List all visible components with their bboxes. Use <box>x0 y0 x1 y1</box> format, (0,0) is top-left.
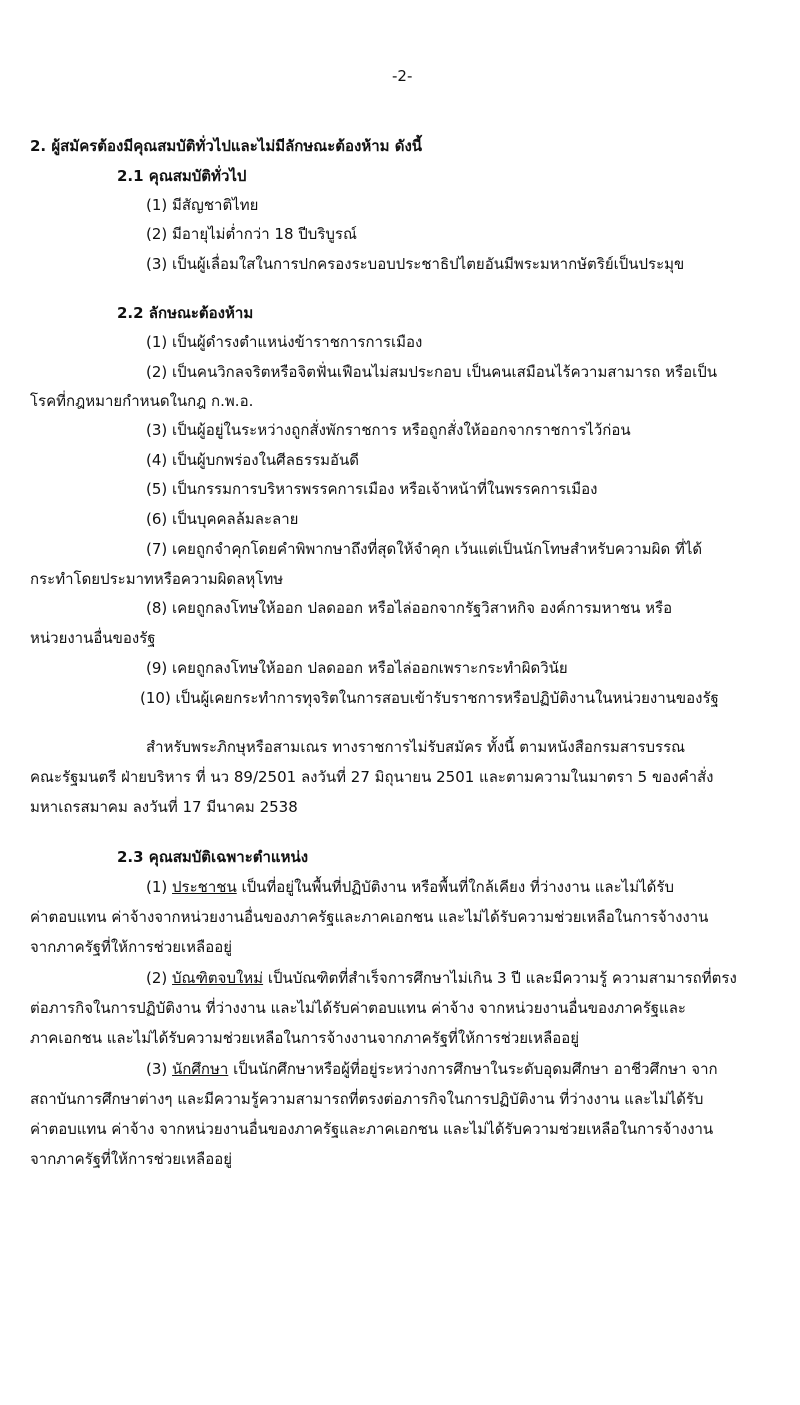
specific-item-line: ค่าตอบแทน ค่าจ้างจากหน่วยงานอื่นของภาครัฐและภาคเอกชน และไม่ได้รับความช่วยเหลือในการจ้างงาน <box>30 908 709 926</box>
item-text: เป็นนักศึกษาหรือผู้ที่อยู่ระหว่างการศึกษาในระดับอุดมศึกษา อาชีวศึกษา จาก <box>233 1060 718 1078</box>
prohibited-item: (6) เป็นบุคคลล้มละลาย <box>146 510 299 528</box>
prohibited-item: (7) เคยถูกจำคุกโดยคำพิพากษาถึงที่สุดให้จำคุก เว้นแต่เป็นนักโทษสำหรับความผิด ที่ได้ <box>146 540 703 558</box>
specific-item-line: ต่อภารกิจในการปฏิบัติงาน ที่ว่างงาน และไม่ได้รับค่าตอบแทน ค่าจ้าง จากหน่วยงานอื่นของภาครัฐและ <box>30 999 686 1017</box>
item-text: เป็นที่อยู่ในพื้นที่ปฏิบัติงาน หรือพื้นที่ใกล้เคียง ที่ว่างงาน และไม่ได้รับ <box>241 878 674 896</box>
general-item: (3) เป็นผู้เลื่อมใสในการปกครองระบอบประชาธิปไตยอันมีพระมหากษัตริย์เป็นประมุข <box>146 255 685 273</box>
specific-item-line: สถาบันการศึกษาต่างๆ และมีความรู้ความสามารถที่ตรงต่อภารกิจในการปฏิบัติงาน ที่ว่างงาน และไม่ได้รับ <box>30 1090 704 1108</box>
general-qualifications-title: 2.1 คุณสมบัติทั่วไป <box>117 167 247 185</box>
specific-item-first-line <box>146 1057 718 1081</box>
monk-note-line: คณะรัฐมนตรี ฝ่ายบริหาร ที่ นว 89/2501 ลงวันที่ 27 มิถุนายน 2501 และตามความในมาตรา 5 ของคำสั่ง <box>30 768 714 786</box>
page-number: -2- <box>392 67 413 85</box>
item-text: เป็นบัณฑิตที่สำเร็จการศึกษาไม่เกิน 3 ปี และมีความรู้ ความสามารถที่ตรง <box>267 969 737 987</box>
term-citizen: ประชาชน <box>172 878 237 896</box>
prohibited-item: (9) เคยถูกลงโทษให้ออก ปลดออก หรือไล่ออกเพราะกระทำผิดวินัย <box>146 659 568 677</box>
monk-note-line: สำหรับพระภิกษุหรือสามเณร ทางราชการไม่รับสมัคร ทั้งนี้ ตามหนังสือกรมสารบรรณ <box>146 738 686 756</box>
term-new-graduate: บัณฑิตจบใหม่ <box>172 969 264 987</box>
prohibited-item: (1) เป็นผู้ดำรงตำแหน่งข้าราชการการเมือง <box>146 333 423 351</box>
prohibited-item-continued: หน่วยงานอื่นของรัฐ <box>30 629 156 647</box>
prohibited-item-continued: กระทำโดยประมาทหรือความผิดลหุโทษ <box>30 570 284 588</box>
specific-item-first-line <box>146 875 674 899</box>
prohibited-item: (8) เคยถูกลงโทษให้ออก ปลดออก หรือไล่ออกจากรัฐวิสาหกิจ องค์การมหาชน หรือ <box>146 599 673 617</box>
prohibited-item: (10) เป็นผู้เคยกระทำการทุจริตในการสอบเข้ารับราชการหรือปฏิบัติงานในหน่วยงานของรัฐ <box>140 689 719 707</box>
general-item: (1) มีสัญชาติไทย <box>146 196 259 214</box>
specific-item-line: ค่าตอบแทน ค่าจ้าง จากหน่วยงานอื่นของภาครัฐและภาคเอกชน และไม่ได้รับความช่วยเหลือในการจ้างงาน <box>30 1120 714 1138</box>
general-item: (2) มีอายุไม่ต่ำกว่า 18 ปีบริบูรณ์ <box>146 225 357 243</box>
prohibited-item: (4) เป็นผู้บกพร่องในศีลธรรมอันดี <box>146 451 360 469</box>
specific-item-line: ภาคเอกชน และไม่ได้รับความช่วยเหลือในการจ้างงานจากภาครัฐที่ให้การช่วยเหลืออยู่ <box>30 1029 580 1047</box>
monk-note-line: มหาเถรสมาคม ลงวันที่ 17 มีนาคม 2538 <box>30 798 298 816</box>
item-number: (3) <box>146 1060 168 1078</box>
item-number: (1) <box>146 878 168 896</box>
specific-item-line: จากภาครัฐที่ให้การช่วยเหลืออยู่ <box>30 938 233 956</box>
prohibited-title: 2.2 ลักษณะต้องห้าม <box>117 304 254 322</box>
specific-qualifications-title: 2.3 คุณสมบัติเฉพาะตำแหน่ง <box>117 848 309 866</box>
term-student: นักศึกษา <box>172 1060 229 1078</box>
prohibited-item: (2) เป็นคนวิกลจริตหรือจิตฟั่นเฟือนไม่สมประกอบ เป็นคนเสมือนไร้ความสามารถ หรือเป็น <box>146 363 717 381</box>
item-number: (2) <box>146 969 168 987</box>
section-heading: 2. ผู้สมัครต้องมีคุณสมบัติทั่วไปและไม่มีลักษณะต้องห้าม ดังนี้ <box>30 137 423 155</box>
specific-item-line: จากภาครัฐที่ให้การช่วยเหลืออยู่ <box>30 1150 233 1168</box>
prohibited-item: (5) เป็นกรรมการบริหารพรรคการเมือง หรือเจ้าหน้าที่ในพรรคการเมือง <box>146 480 598 498</box>
prohibited-item: (3) เป็นผู้อยู่ในระหว่างถูกสั่งพักราชการ หรือถูกสั่งให้ออกจากราชการไว้ก่อน <box>146 421 631 439</box>
prohibited-item-continued: โรคที่กฎหมายกำหนดในกฎ ก.พ.อ. <box>30 392 254 410</box>
specific-item-first-line <box>146 966 737 990</box>
